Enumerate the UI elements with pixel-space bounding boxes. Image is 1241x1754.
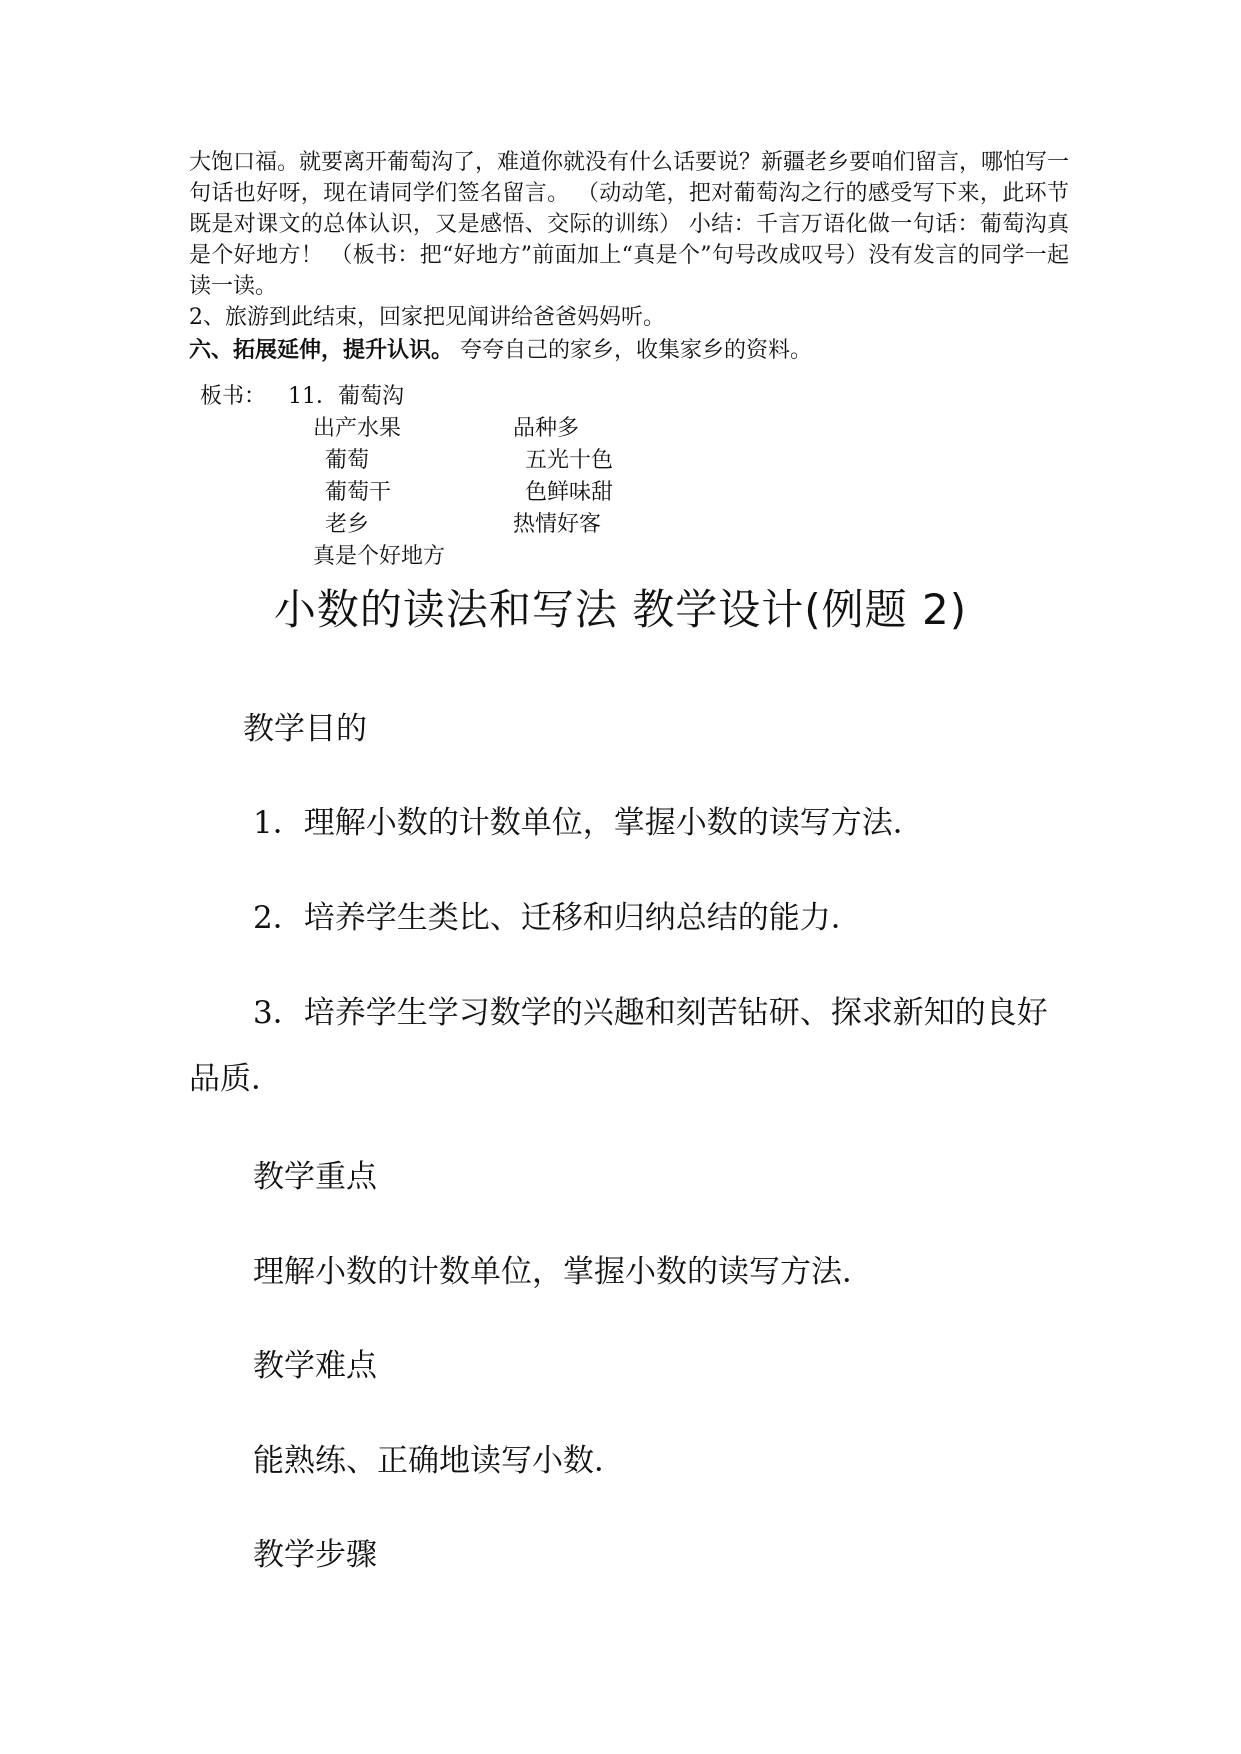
board-row [200,445,800,477]
board-row [200,477,800,509]
board-row [200,413,800,445]
blackboard-summary [200,381,800,573]
objectives-heading: 教学目的 [243,711,367,747]
board-row-left: 出产水果 [313,416,402,441]
top-section [189,147,1069,367]
board-row [200,509,800,541]
board-lesson-title: 11．葡萄沟 [288,384,404,409]
steps-heading: 教学步骤 [253,1537,377,1573]
lesson-plan-title: 小数的读法和写法 教学设计(例题 2) [273,585,968,634]
extension-text: 夸夸自己的家乡，收集家乡的资料。 [453,338,813,363]
paragraph-extension [189,334,1069,367]
board-row-right: 热情好客 [513,512,602,537]
section-heading-extension: 六、拓展延伸，提升认识。 [189,337,454,363]
difficulty-text: 能熟练、正确地读写小数． [253,1443,625,1479]
key-point-heading: 教学重点 [253,1159,377,1195]
paragraph-summary: 大饱口福。就要离开葡萄沟了，难道你就没有什么话要说？新疆老乡要咱们留言，哪怕写一句话也好呀，现在请同学们签名留言。 （动动笔，把对葡萄沟之行的感受写下来，此环节既是对课文的总体认识，又是感悟、交际的训练） 小结：千言万语化做一句话：葡萄沟真是个好地方！ （板书：把“好地方”前面加上“真是个”句号改成叹号）没有发言的同学一起读一读。 [189,150,1070,299]
board-row-left: 葡萄 [325,448,370,473]
objective-item: 2．培养学生类比、迁移和归纳总结的能力． [253,900,862,936]
board-row-right: 品种多 [513,416,580,441]
objective-item-text: 3．培养学生学习数学的兴趣和刻苦钻研、探求新知的良好品质． [189,995,1048,1097]
board-header [200,381,800,413]
board-label: 板书： [200,384,267,409]
board-row-right: 色鲜味甜 [525,480,614,505]
board-row-left: 老乡 [325,512,370,537]
board-row-left: 葡萄干 [325,480,392,505]
objective-item-wrapped [189,980,1049,1112]
board-summary-row [200,541,800,573]
board-summary: 真是个好地方 [313,544,446,569]
objective-item: 1．理解小数的计数单位，掌握小数的读写方法． [253,805,924,841]
difficulty-heading: 教学难点 [253,1348,377,1384]
paragraph-travel-end: 2、旅游到此结束，回家把见闻讲给爸爸妈妈听。 [189,305,665,330]
board-row-right: 五光十色 [525,448,614,473]
key-point-text: 理解小数的计数单位，掌握小数的读写方法． [253,1254,873,1290]
